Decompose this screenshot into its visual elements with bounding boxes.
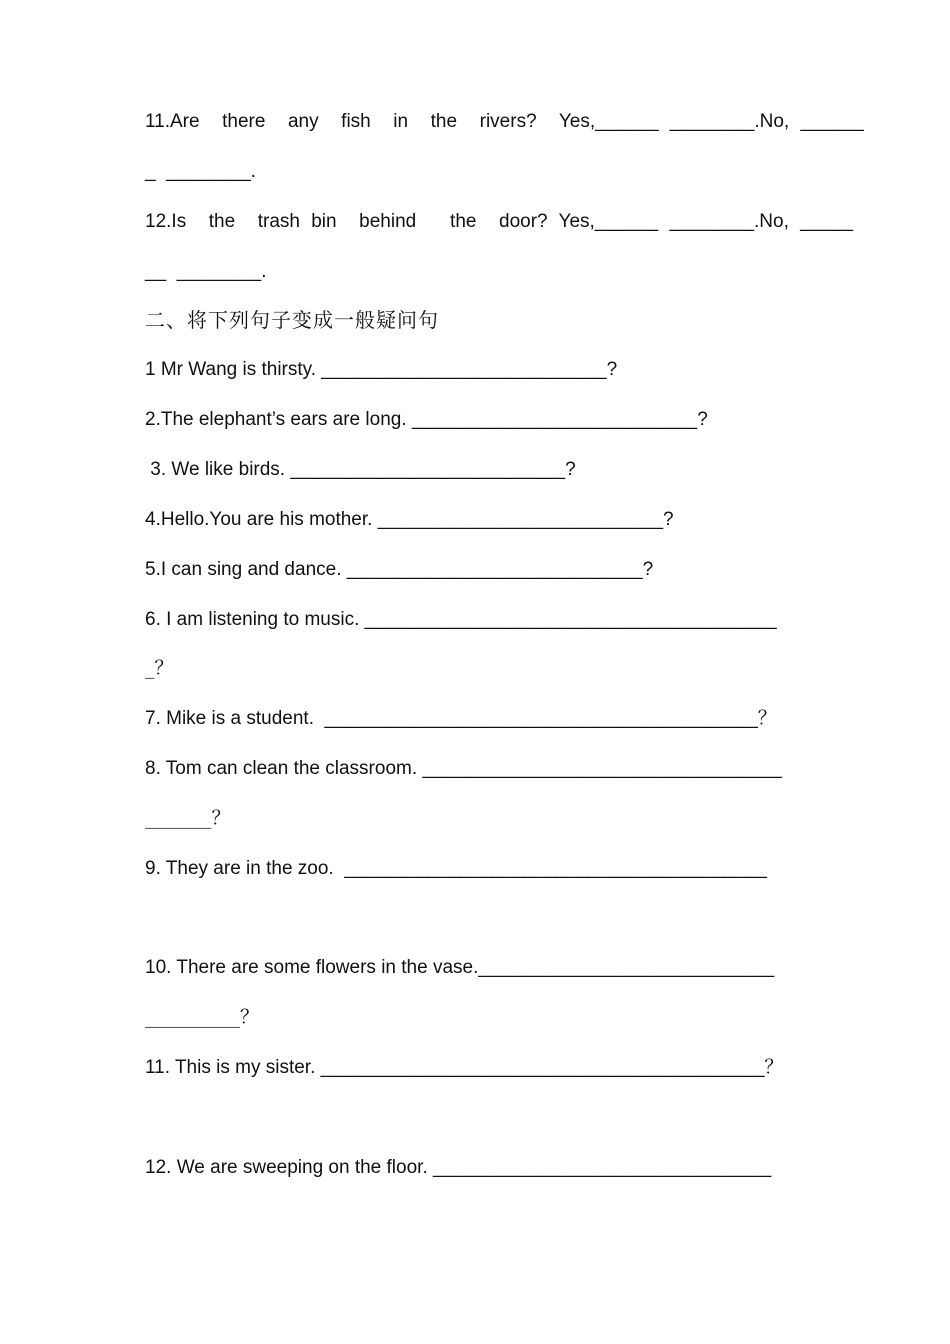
question-11-line-2: _ ________.: [145, 161, 256, 182]
item-1: 1 Mr Wang is thirsty. ___________________________?: [145, 359, 618, 380]
item-4: 4.Hello.You are his mother. ___________________________?: [145, 509, 674, 530]
item-3: 3. We like birds. __________________________?: [145, 459, 576, 480]
question-11-line-1: 11.Are there any fish in the rivers? Yes,______ ________.No, ______: [145, 111, 864, 132]
item-9: 9. They are in the zoo. ________________________________________: [145, 858, 767, 879]
item-6: 6. I am listening to music. _______________________________________: [145, 609, 777, 630]
item-2: 2.The elephant’s ears are long. ___________________________?: [145, 409, 708, 430]
section-heading: 二、将下列句子变成一般疑问句: [145, 308, 439, 332]
item-10-continuation: __________？: [145, 1006, 260, 1028]
item-8-continuation: _______？: [145, 807, 231, 829]
item-6-continuation: _？: [145, 657, 174, 679]
question-12-line-1: 12.Is the trash bin behind the door? Yes,______ ________.No, _____: [145, 211, 853, 232]
item-8: 8. Tom can clean the classroom. __________________________________: [145, 758, 782, 779]
item-12: 12. We are sweeping on the floor. ________________________________: [145, 1157, 772, 1178]
item-7: 7. Mike is a student. _________________________________________？: [145, 708, 777, 729]
question-12-line-2: __ ________.: [145, 261, 267, 282]
item-10: 10. There are some flowers in the vase.____________________________: [145, 957, 775, 978]
item-5: 5.I can sing and dance. ____________________________?: [145, 559, 654, 580]
item-11: 11. This is my sister. __________________________________________？: [145, 1057, 784, 1078]
